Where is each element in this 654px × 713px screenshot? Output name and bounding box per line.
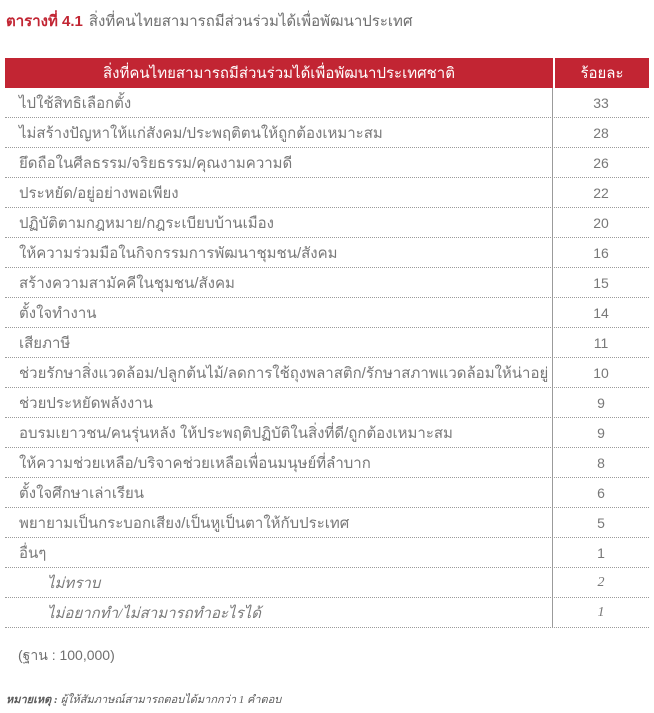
row-percent-value: 33 xyxy=(552,88,649,117)
row-label: ให้ความร่วมมือในกิจกรรมการพัฒนาชุมชน/สังคม xyxy=(19,244,338,262)
row-label: อบรมเยาวชน/คนรุ่นหลัง ให้ประพฤติปฏิบัติในสิ่งที่ดี/ถูกต้องเหมาะสม xyxy=(19,424,453,442)
row-percent-value: 16 xyxy=(552,238,649,267)
row-label: ตั้งใจศึกษาเล่าเรียน xyxy=(19,484,145,502)
table-header-row xyxy=(5,58,649,88)
row-percent-value: 8 xyxy=(552,448,649,477)
row-label: อื่นๆ xyxy=(19,544,47,562)
footnote xyxy=(6,690,281,708)
table-row xyxy=(5,118,649,148)
table-row xyxy=(5,478,649,508)
row-percent-value: 15 xyxy=(552,268,649,297)
table-row xyxy=(5,208,649,238)
row-label: ตั้งใจทำงาน xyxy=(19,304,97,322)
table-row xyxy=(5,268,649,298)
column-header-percent: ร้อยละ xyxy=(553,58,649,88)
row-label: เสียภาษี xyxy=(19,334,71,352)
table-body xyxy=(5,88,649,628)
row-percent-value: 5 xyxy=(552,508,649,537)
row-percent-value: 6 xyxy=(552,478,649,507)
table-row xyxy=(5,388,649,418)
row-label: พยายามเป็นกระบอกเสียง/เป็นหูเป็นตาให้กับประเทศ xyxy=(19,514,350,532)
row-label: ไปใช้สิทธิเลือกตั้ง xyxy=(19,94,132,112)
row-label: ปฏิบัติตามกฎหมาย/กฎระเบียบบ้านเมือง xyxy=(19,214,274,232)
row-label: ช่วยรักษาสิ่งแวดล้อม/ปลูกต้นไม้/ลดการใช้ถุงพลาสติก/รักษาสภาพแวดล้อมให้น่าอยู่ xyxy=(19,364,549,382)
survey-table xyxy=(5,58,649,628)
footnote-text: ผู้ให้สัมภาษณ์สามารถตอบได้มากกว่า 1 คำตอบ xyxy=(60,694,282,706)
row-percent-value: 9 xyxy=(552,388,649,417)
row-label: สร้างความสามัคคีในชุมชน/สังคม xyxy=(19,274,235,292)
column-header-topic: สิ่งที่คนไทยสามารถมีส่วนร่วมได้เพื่อพัฒนาประเทศชาติ xyxy=(5,58,553,88)
row-label: ไม่อยากทำ/ไม่สามารถทำอะไรได้ xyxy=(47,605,261,622)
table-row xyxy=(5,418,649,448)
table-row xyxy=(5,598,649,628)
row-percent-value: 1 xyxy=(552,598,649,627)
table-title-text: สิ่งที่คนไทยสามารถมีส่วนร่วมได้เพื่อพัฒนาประเทศ xyxy=(88,13,413,30)
row-label: ไม่สร้างปัญหาให้แก่สังคม/ประพฤติตนให้ถูกต้องเหมาะสม xyxy=(19,124,383,142)
row-percent-value: 1 xyxy=(552,538,649,567)
table-row xyxy=(5,88,649,118)
table-row xyxy=(5,568,649,598)
table-row xyxy=(5,148,649,178)
table-row xyxy=(5,538,649,568)
table-row xyxy=(5,298,649,328)
table-row xyxy=(5,238,649,268)
table-row xyxy=(5,178,649,208)
row-percent-value: 10 xyxy=(552,358,649,387)
row-percent-value: 22 xyxy=(552,178,649,207)
row-percent-value: 28 xyxy=(552,118,649,147)
footnote-label: หมายเหตุ : xyxy=(6,694,58,706)
row-percent-value: 9 xyxy=(552,418,649,447)
table-row xyxy=(5,448,649,478)
row-percent-value: 14 xyxy=(552,298,649,327)
row-percent-value: 11 xyxy=(552,328,649,357)
row-label: ให้ความช่วยเหลือ/บริจาคช่วยเหลือเพื่อนมนุษย์ที่ลำบาก xyxy=(19,454,371,472)
base-note: (ฐาน : 100,000) xyxy=(18,647,115,663)
table-row xyxy=(5,508,649,538)
table-number-label: ตารางที่ 4.1 xyxy=(6,13,83,30)
table-row xyxy=(5,328,649,358)
row-label: ยึดถือในศีลธรรม/จริยธรรม/คุณงามความดี xyxy=(19,154,293,172)
row-percent-value: 26 xyxy=(552,148,649,177)
row-label: ไม่ทราบ xyxy=(47,575,101,592)
page-title xyxy=(6,9,648,33)
row-label: ประหยัด/อยู่อย่างพอเพียง xyxy=(19,184,179,202)
row-percent-value: 2 xyxy=(552,568,649,597)
row-percent-value: 20 xyxy=(552,208,649,237)
table-row xyxy=(5,358,649,388)
row-label: ช่วยประหยัดพลังงาน xyxy=(19,394,153,412)
